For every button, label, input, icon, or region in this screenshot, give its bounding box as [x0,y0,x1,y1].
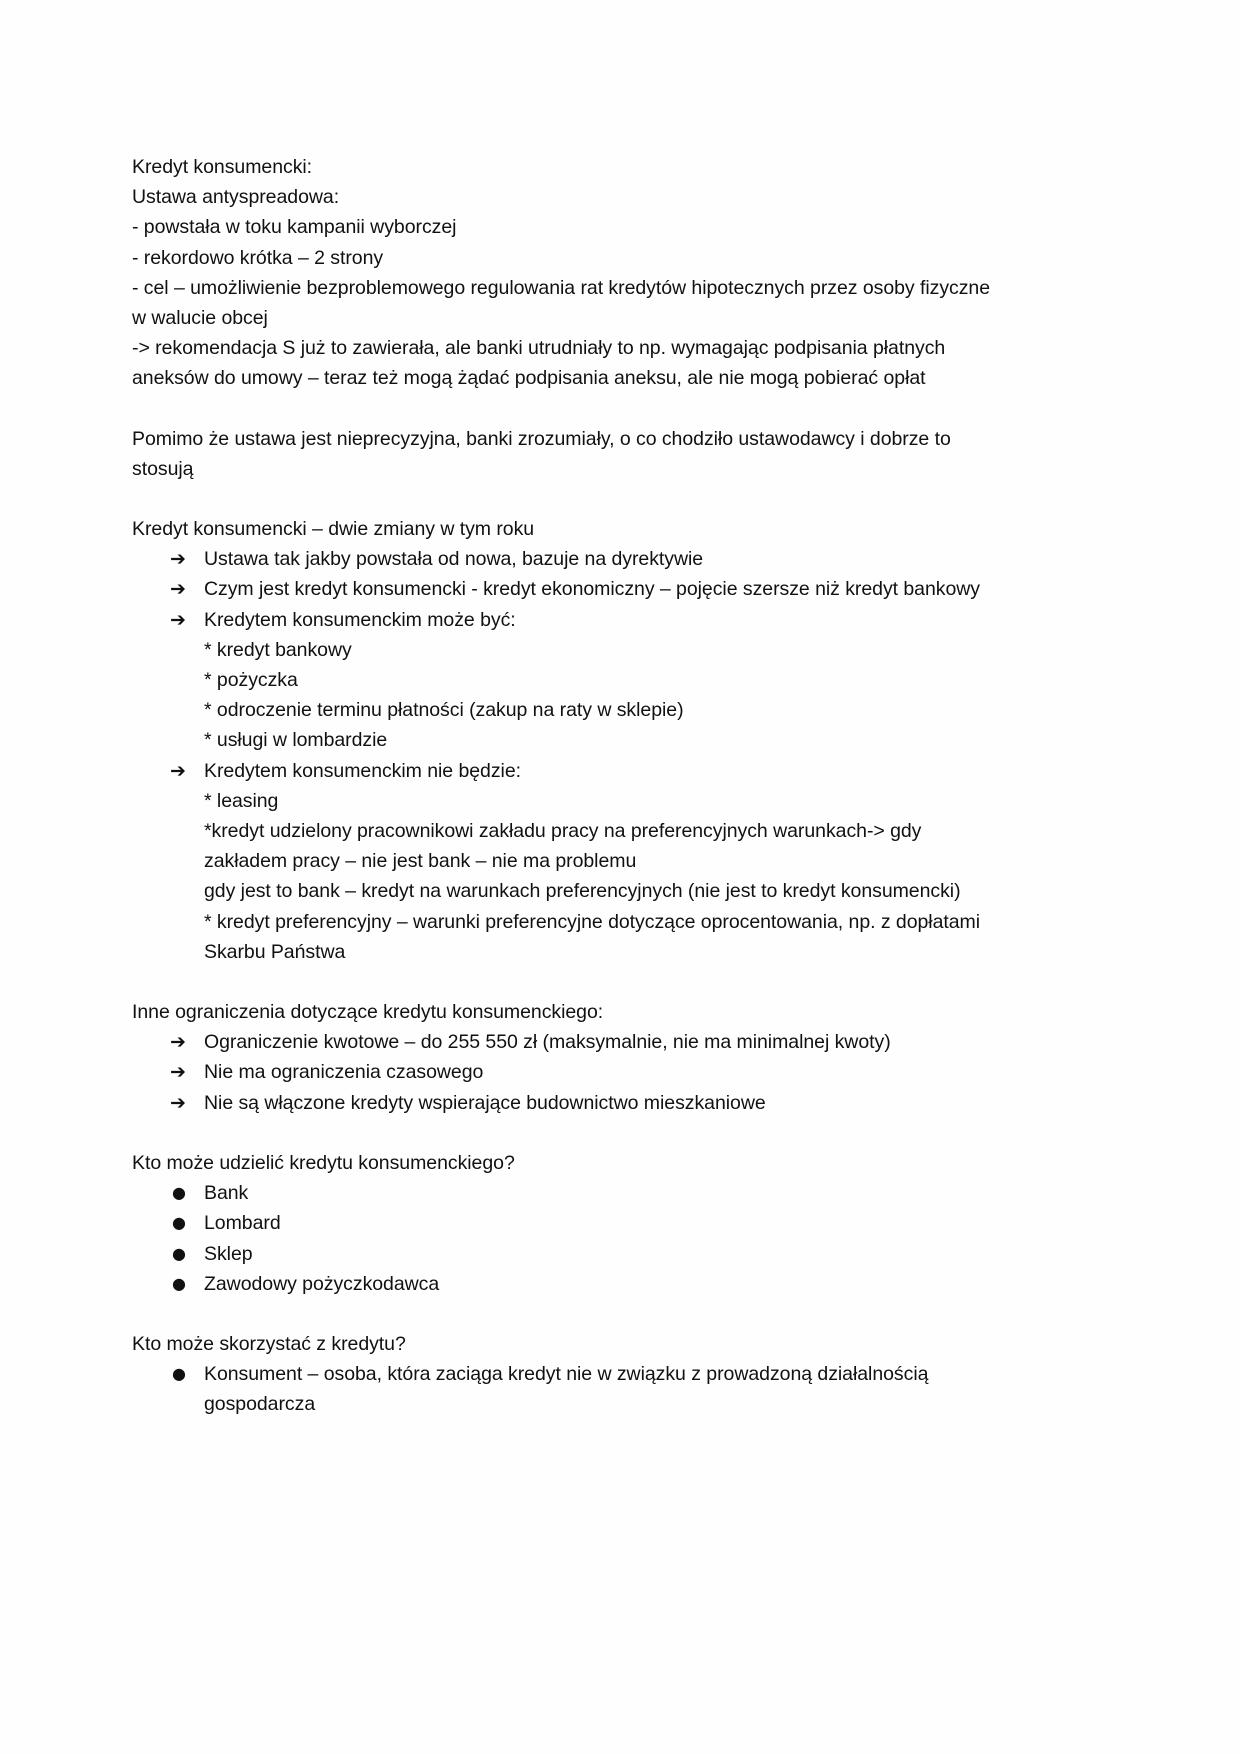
document-body [132,152,1108,1420]
nie-bedzie-sublines [132,786,1108,967]
dash-line-cel-2: w walucie obcej [132,307,268,330]
list-item-label: Kredytem konsumenckim nie będzie: [204,759,521,782]
arrow-icon: ➔ [170,1031,186,1054]
list-item [132,1178,1108,1208]
pomimo-line-1: Pomimo że ustawa jest nieprecyzyjna, banki zrozumiały, o co chodziło ustawodawcy i dobrze to [132,427,951,450]
subline-pracownik-1: *kredyt udzielony pracownikowi zakładu pracy na preferencyjnych warunkach-> gdy [204,820,922,843]
paragraph-gap-5 [132,1299,1108,1329]
heading-inne-ograniczenia [132,997,1108,1027]
bullet-icon: ● [172,1213,186,1233]
arrow-icon: ➔ [170,578,186,601]
section-zmiany-heading: Kredyt konsumencki – dwie zmiany w tym roku [132,518,535,541]
dash-item-2 [132,243,1108,273]
paragraph-gap-4 [132,1118,1108,1148]
bullet-icon: ● [172,1243,186,1263]
bullet-icon: ● [172,1364,186,1384]
nie-bedzie-arrow-list [132,756,1108,786]
paragraph-gap-1 [132,394,1108,424]
subline-preferencyjny-1: * kredyt preferencyjny – warunki preferencyjne dotyczące oprocentowania, np. z dopłatami [204,910,981,933]
dash-line-powstala: - powstała w toku kampanii wyborczej [132,216,457,239]
list-item-label: Lombard [204,1212,281,1235]
list-item [132,1359,1108,1419]
moze-byc-sublines [132,635,1108,756]
list-item-label: Sklep [204,1242,253,1265]
list-item [132,1027,1108,1057]
paragraph-gap-2 [132,484,1108,514]
section-kto-korzysta-heading: Kto może skorzystać z kredytu? [132,1332,406,1355]
list-item-label: Zawodowy pożyczkodawca [204,1272,440,1295]
dash-line-rekordowo: - rekordowo krótka – 2 strony [132,246,384,269]
list-item [132,1057,1108,1087]
rekomendacja-line-2: aneksów do umowy – teraz też mogą żądać podpisania aneksu, ale nie mogą pobierać opłat [132,367,926,390]
pomimo-block [132,424,1108,484]
list-item [132,1088,1108,1118]
rekomendacja-line-1: -> rekomendacja S już to zawierała, ale banki utrudniały to np. wymagając podpisania płatnych [132,337,946,360]
list-item-label: Czym jest kredyt konsumencki - kredyt ekonomiczny – pojęcie szersze niż kredyt bankowy [204,578,980,601]
list-item-continuation: gospodarcza [204,1393,316,1416]
list-item-label: Nie ma ograniczenia czasowego [204,1061,484,1084]
subline-odroczenie: * odroczenie terminu płatności (zakup na raty w sklepie) [204,699,684,722]
subline-leasing: * leasing [204,789,279,812]
subline-bank: gdy jest to bank – kredyt na warunkach preferencyjnych (nie jest to kredyt konsumencki) [204,880,961,903]
kto-korzysta-dot-list [132,1359,1108,1419]
section-ograniczenia-heading: Inne ograniczenia dotyczące kredytu konsumenckiego: [132,1001,604,1024]
list-item [132,574,1108,604]
arrow-icon: ➔ [170,759,186,782]
bullet-icon: ● [172,1183,186,1203]
rekomendacja-block [132,333,1108,393]
title-line: Kredyt konsumencki: [132,156,313,178]
paragraph-gap-3 [132,967,1108,997]
subline-lombard: * usługi w lombardzie [204,729,388,752]
pomimo-line-2: stosują [132,457,194,480]
list-item [132,1208,1108,1238]
heading-dwie-zmiany [132,514,1108,544]
arrow-icon: ➔ [170,548,186,571]
subline-pracownik-2: zakładem pracy – nie jest bank – nie ma problemu [204,850,637,873]
arrow-icon: ➔ [170,608,186,631]
section-kto-udziela-heading: Kto może udzielić kredytu konsumenckiego? [132,1151,515,1174]
list-item [132,756,1108,786]
list-item-label: Ustawa tak jakby powstała od nowa, bazuje na dyrektywie [204,548,704,571]
ograniczenia-arrow-list [132,1027,1108,1118]
list-item-label: Nie są włączone kredyty wspierające budownictwo mieszkaniowe [204,1091,766,1114]
arrow-icon: ➔ [170,1061,186,1084]
zmiany-arrow-list [132,544,1108,635]
arrow-icon: ➔ [170,1091,186,1114]
dash-item-3 [132,273,1108,333]
list-item [132,544,1108,574]
heading-ustawa-antyspreadowa [132,182,1108,212]
list-item-label: Kredytem konsumenckim może być: [204,608,516,631]
list-item-label: Bank [204,1182,249,1205]
dash-line-cel-1: - cel – umożliwienie bezproblemowego regulowania rat kredytów hipotecznych przez osoby fizyczne [132,276,991,299]
heading-kto-udzieli [132,1148,1108,1178]
heading-kto-skorzysta [132,1329,1108,1359]
list-item-label: Ograniczenie kwotowe – do 255 550 zł (maksymalnie, nie ma minimalnej kwoty) [204,1031,891,1054]
dash-item-1 [132,212,1108,242]
list-item [132,1269,1108,1299]
list-item [132,1239,1108,1269]
subline-preferencyjny-2: Skarbu Państwa [204,940,346,963]
subline-kredyt-bankowy: * kredyt bankowy [204,638,352,661]
subtitle-line: Ustawa antyspreadowa: [132,186,340,209]
list-item [132,605,1108,635]
kto-udziela-dot-list [132,1178,1108,1299]
bullet-icon: ● [172,1273,186,1293]
heading-kredyt-konsumencki [132,152,1108,182]
list-item-label: Konsument – osoba, która zaciąga kredyt nie w związku z prowadzoną działalnością [204,1363,929,1386]
subline-pozyczka: * pożyczka [204,669,298,692]
